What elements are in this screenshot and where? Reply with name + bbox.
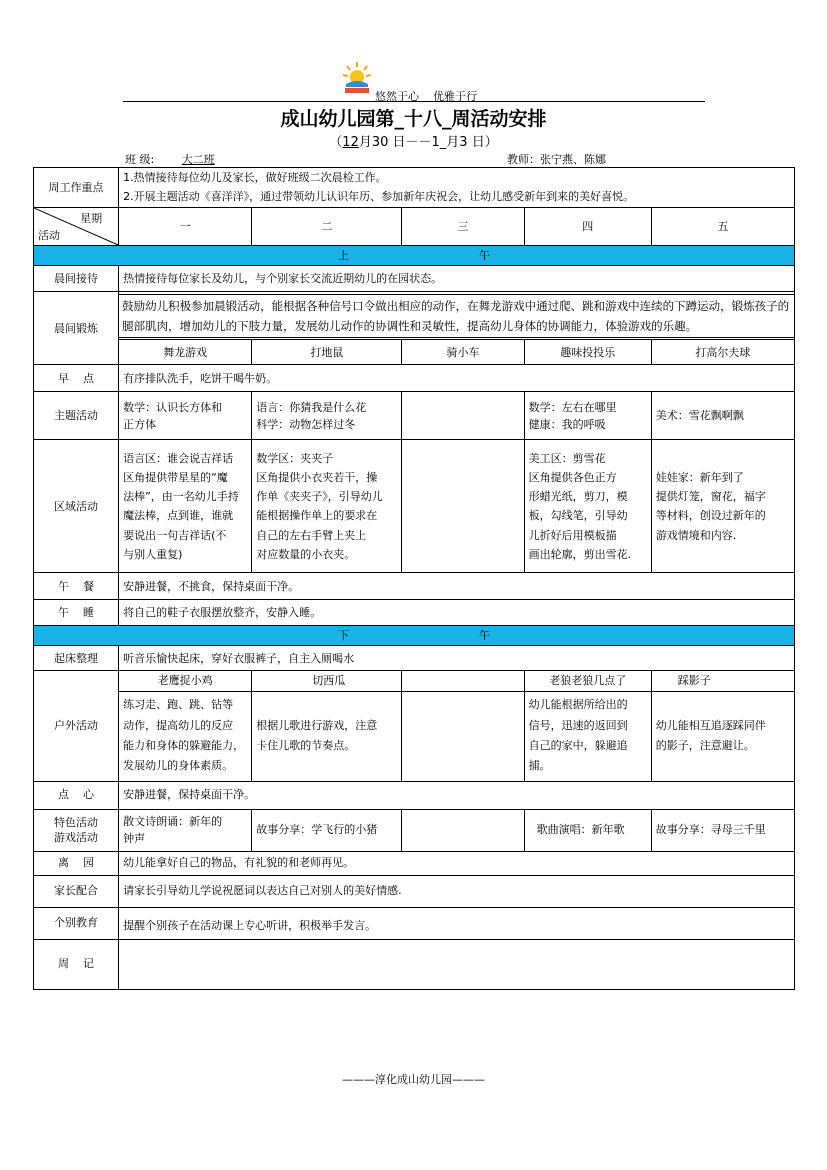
snack-row (34, 781, 795, 809)
kindergarten-logo (340, 60, 374, 94)
theme-cell-wed (402, 392, 524, 440)
focus-line: 2.开展主题活动《喜洋洋》，通过带领幼儿认识年历、参加新年庆祝会，让幼儿感受新年到来的美好喜悦。 (123, 189, 635, 203)
page-title: 成山幼儿园第_十八_周活动安排 (280, 108, 547, 130)
individual-row (34, 907, 795, 939)
lunch-row (34, 573, 795, 600)
diagonal-header-cell (34, 208, 119, 246)
row-label: 晨间接待 (34, 266, 119, 292)
exercise-games-row (34, 340, 795, 365)
class-info: 班 级: 大二班 (125, 153, 215, 166)
area-cell-mon: 语言区：谁会说吉祥话 区角提供带星星的“魔 法棒”，由一名幼儿手持 魔法棒，点到谁，谁就 要说出一句吉祥话(不 与别人重复) (119, 440, 252, 573)
row-text: 有序排队洗手，吃饼干喝牛奶。 (119, 365, 795, 392)
focus-line: 1.热情接待每位幼儿及家长，做好班级二次晨检工作。 (123, 171, 387, 184)
theme-row (34, 392, 795, 440)
weekday-corner-label: 星期 (80, 212, 103, 226)
row-text: 幼儿能拿好自己的物品，有礼貌的和老师再见。 (119, 851, 795, 875)
row-text: 听音乐愉快起床，穿好衣服裤子，自主入厕喝水 (119, 646, 795, 671)
game-name: 踩影子 (651, 671, 794, 691)
row-text: 提醒个别孩子在活动课上专心听讲，积极举手发言。 (119, 907, 795, 939)
weekly-notes-row (34, 939, 795, 989)
theme-cell-thu: 数学：左右在哪里 健康：我的呼吸 (524, 392, 651, 440)
special-cell-tue: 故事分享：学飞行的小猪 (252, 809, 402, 851)
game-name: 打地鼠 (252, 340, 402, 365)
morning-band (34, 246, 795, 266)
special-row (34, 809, 795, 851)
row-label: 特色活动 (54, 815, 99, 829)
weekday-5: 五 (651, 208, 794, 246)
weekly-notes-field (119, 939, 795, 989)
morning-reception-row (34, 266, 795, 292)
row-text: 热情接待每位家长及幼儿，与个别家长交流近期幼儿的在园状态。 (119, 266, 795, 292)
afternoon-band-right: 午 (479, 629, 490, 643)
game-name: 老狼老狼几点了 (524, 671, 651, 691)
breakfast-row (34, 365, 795, 392)
area-cell-tue: 数学区：夹夹子 区角提供小衣夹若干，操 作单《夹夹子》，引导幼儿 能根据操作单上的要求在 自己的左右手臂上夹上 对应数量的小衣夹。 (252, 440, 402, 573)
game-name: 趣味投投乐 (524, 340, 651, 365)
row-label: 主题活动 (34, 392, 119, 440)
weekly-schedule-table (33, 167, 795, 990)
date-range: （12月30 日－－1_月3 日） (329, 135, 498, 150)
outdoor-cell-mon: 练习走、跑、跳、钻等 动作，提高幼儿的反应 能力和身体的躲避能力， 发展幼儿的身体素质。 (119, 691, 252, 781)
game-name: 老鹰捉小鸡 (119, 671, 252, 691)
row-label: 周 记 (34, 939, 119, 989)
header-rule (123, 101, 705, 102)
weekday-3: 三 (402, 208, 524, 246)
wakeup-row (34, 646, 795, 671)
row-label: 晨间锻炼 (34, 292, 119, 365)
focus-row (34, 168, 795, 208)
motto: 悠然于心 优雅于行 (375, 90, 477, 103)
exercise-description: 鼓励幼儿积极参加晨锻活动，能根据各种信号口令做出相应的动作，在舞龙游戏中通过爬、跳和游戏中连续的下蹲运动，锻炼孩子的腿部肌肉，增加幼儿的下肢力量，发展幼儿动作的协调性和灵敏性，提高幼儿身体的协调能力，体验游戏的乐趣。 (119, 294, 795, 338)
special-cell-wed (402, 809, 524, 851)
row-text: 请家长引导幼儿学说祝愿词以表达自己对别人的美好情感. (119, 875, 795, 907)
weekday-2: 二 (252, 208, 402, 246)
outdoor-games-row (34, 671, 795, 691)
game-name: 舞龙游戏 (119, 340, 252, 365)
theme-cell-fri: 美术：雪花飘啊飘 (651, 392, 794, 440)
row-label: 午 睡 (34, 600, 119, 626)
outdoor-detail-row (34, 691, 795, 781)
outdoor-cell-fri: 幼儿能相互追逐踩同伴 的影子，注意避让。 (651, 691, 794, 781)
row-label: 午 餐 (34, 573, 119, 600)
row-text: 安静进餐，保持桌面干净。 (119, 781, 795, 809)
game-name: 切西瓜 (252, 671, 402, 691)
weekday-1: 一 (119, 208, 252, 246)
area-cell-thu: 美工区：剪雪花 区角提供各色正方 形蜡光纸，剪刀，模 板，勾线笔，引导幼 儿折好后用模板描 画出轮廓，剪出雪花. (524, 440, 651, 573)
teacher-info: 教师：张宁燕、陈娜 (507, 153, 606, 166)
morning-band-left: 上 (338, 249, 349, 263)
special-cell-fri: 故事分享：寻母三千里 (651, 809, 794, 851)
special-cell-mon: 散文诗朗诵：新年的 钟声 (119, 809, 252, 851)
row-text: 安静进餐，不挑食，保持桌面干净。 (119, 573, 795, 600)
parents-row (34, 875, 795, 907)
area-row (34, 440, 795, 573)
nap-row (34, 600, 795, 626)
row-label: 点 心 (34, 781, 119, 809)
game-name: 打高尔夫球 (651, 340, 794, 365)
leave-row (34, 851, 795, 875)
game-name (402, 671, 524, 691)
footer: ———淳化成山幼儿园——— (342, 1073, 485, 1086)
area-cell-wed (402, 440, 524, 573)
outdoor-cell-tue: 根据儿歌进行游戏，注意 卡住儿歌的节奏点。 (252, 691, 402, 781)
afternoon-band-left: 下 (338, 629, 349, 643)
row-label: 家长配合 (34, 875, 119, 907)
special-cell-thu: 歌曲演唱：新年歌 (524, 809, 651, 851)
row-label: 离 园 (34, 851, 119, 875)
morning-exercise-row (34, 292, 795, 340)
row-label: 户外活动 (34, 671, 119, 781)
row-label: 起床整理 (34, 646, 119, 671)
row-label: 区域活动 (34, 440, 119, 573)
outdoor-cell-thu: 幼儿能根据所给出的 信号，迅速的返回到 自己的家中，躲避追 捕。 (524, 691, 651, 781)
theme-cell-tue: 语言：你猜我是什么花 科学：动物怎样过冬 (252, 392, 402, 440)
afternoon-band (34, 626, 795, 646)
weekday-header-row (34, 208, 795, 246)
activity-corner-label: 活动 (38, 229, 60, 243)
row-text: 将自己的鞋子衣服摆放整齐，安静入睡。 (119, 600, 795, 626)
theme-cell-mon: 数学：认识长方体和 正方体 (119, 392, 252, 440)
game-name: 骑小车 (402, 340, 524, 365)
focus-label: 周工作重点 (34, 168, 119, 208)
outdoor-cell-wed (402, 691, 524, 781)
morning-band-right: 午 (479, 249, 490, 263)
row-label: 个别教育 (34, 907, 119, 939)
row-label: 早 点 (34, 365, 119, 392)
area-cell-fri: 娃娃家：新年到了 提供灯笼，窗花，福字 等材料，创设过新年的 游戏情境和内容. (651, 440, 794, 573)
row-label: 游戏活动 (54, 831, 99, 845)
weekday-4: 四 (524, 208, 651, 246)
